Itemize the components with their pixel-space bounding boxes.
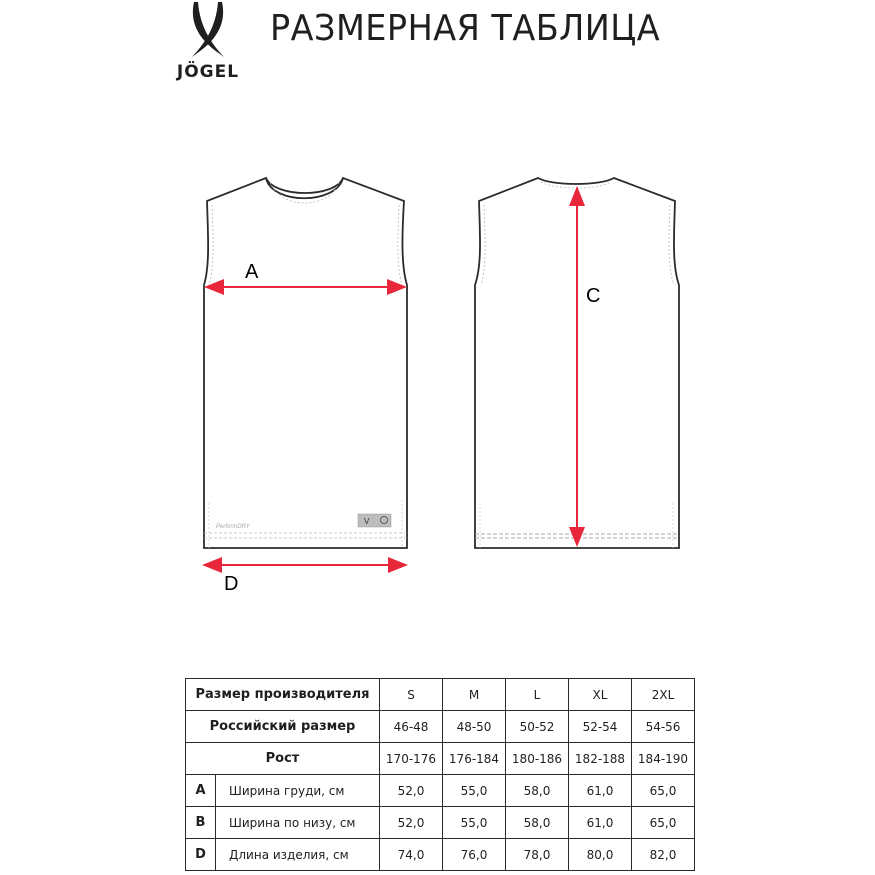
size-cell: 2XL (632, 679, 695, 711)
table-cell: 82,0 (632, 839, 695, 871)
back-view (475, 178, 679, 548)
table-cell: 61,0 (569, 807, 632, 839)
label-c: C (586, 285, 601, 307)
page-title: РАЗМЕРНАЯ ТАБЛИЦА (270, 8, 661, 49)
front-view (204, 178, 407, 595)
table-cell: 176-184 (443, 743, 506, 775)
size-cell: XL (569, 679, 632, 711)
measurement-label: Ширина по низу, см (216, 807, 380, 839)
table-cell: 46-48 (380, 711, 443, 743)
table-cell: 55,0 (443, 775, 506, 807)
table-cell: 184-190 (632, 743, 695, 775)
table-cell: 78,0 (506, 839, 569, 871)
row-label: Размер производителя (186, 679, 380, 711)
size-cell: S (380, 679, 443, 711)
table-cell: 52,0 (380, 775, 443, 807)
svg-text:V: V (364, 517, 370, 526)
size-table (185, 678, 695, 871)
table-row-bottom-width (186, 807, 695, 839)
label-d: D (224, 573, 239, 595)
brand-name: JÖGEL (176, 62, 240, 82)
table-cell: 52,0 (380, 807, 443, 839)
table-cell: 50-52 (506, 711, 569, 743)
table-cell: 61,0 (569, 775, 632, 807)
table-row-manufacturer-size (186, 679, 695, 711)
table-cell: 58,0 (506, 775, 569, 807)
table-cell: 180-186 (506, 743, 569, 775)
table-cell: 76,0 (443, 839, 506, 871)
table-cell: 58,0 (506, 807, 569, 839)
table-cell: 55,0 (443, 807, 506, 839)
table-cell: 48-50 (443, 711, 506, 743)
table-cell: 65,0 (632, 775, 695, 807)
table-row-height (186, 743, 695, 775)
table-cell: 74,0 (380, 839, 443, 871)
measurement-letter: D (186, 839, 216, 871)
table-row-chest-width (186, 775, 695, 807)
row-label: Российский размер (186, 711, 380, 743)
label-a: A (245, 261, 259, 283)
fabric-tag-text: PerformDRY (216, 524, 250, 530)
table-cell: 65,0 (632, 807, 695, 839)
table-row-russian-size (186, 711, 695, 743)
label-patch-icon (358, 514, 391, 527)
measurement-label: Ширина груди, см (216, 775, 380, 807)
table-cell: 182-188 (569, 743, 632, 775)
table-cell: 80,0 (569, 839, 632, 871)
row-label: Рост (186, 743, 380, 775)
table-cell: 54-56 (632, 711, 695, 743)
table-cell: 170-176 (380, 743, 443, 775)
table-cell: 52-54 (569, 711, 632, 743)
size-cell: M (443, 679, 506, 711)
measurement-letter: B (186, 807, 216, 839)
measurement-label: Длина изделия, см (216, 839, 380, 871)
table-row-length (186, 839, 695, 871)
measurement-letter: A (186, 775, 216, 807)
size-cell: L (506, 679, 569, 711)
